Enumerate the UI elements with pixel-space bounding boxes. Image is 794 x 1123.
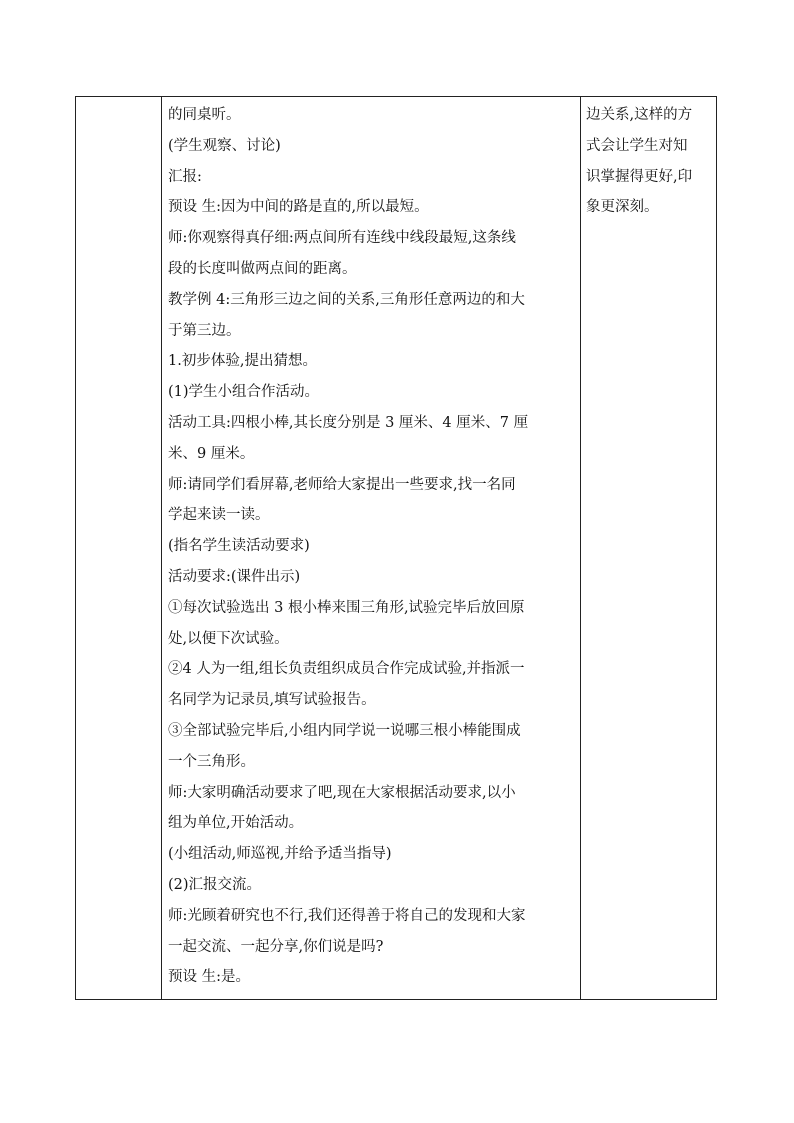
text-line: 组为单位,开始活动。: [168, 815, 304, 832]
text-line: 米、9 厘米。: [168, 445, 255, 462]
text-line: (1)学生小组合作活动。: [168, 384, 320, 401]
text-line: 活动要求:(课件出示): [168, 568, 301, 585]
text-line: 活动工具:四根小棒,其长度分别是 3 厘米、4 厘米、7 厘: [168, 414, 529, 431]
text-line: 师:光顾着研究也不行,我们还得善于将自己的发现和大家: [168, 907, 526, 924]
note-line: 边关系,这样的方: [586, 107, 693, 123]
note-line: 式会让学生对知: [586, 137, 688, 154]
text-line: 教学例 4:三角形三边之间的关系,三角形任意两边的和大: [168, 291, 525, 308]
text-line: 师:你观察得真仔细:两点间所有连线中线段最短,这条线: [168, 230, 516, 247]
text-line: 学起来读一读。: [168, 507, 270, 524]
text-line: 于第三边。: [168, 322, 241, 339]
text-line: (指名学生读活动要求): [168, 538, 310, 555]
text-line: (小组活动,师巡视,并给予适当指导): [168, 846, 392, 863]
text-line: 一起交流、一起分享,你们说是吗?: [168, 938, 384, 955]
column-divider-left: [161, 97, 162, 999]
teaching-process-cell: [168, 100, 576, 993]
text-line: 汇报:: [168, 168, 202, 185]
text-line: (2)汇报交流。: [168, 876, 262, 893]
text-line: 师:大家明确活动要求了吧,现在大家根据活动要求,以小: [168, 784, 516, 801]
text-line: 段的长度叫做两点间的距离。: [168, 260, 357, 277]
text-line: 预设 生:是。: [168, 969, 250, 986]
text-line: ②4 人为一组,组长负责组织成员合作完成试验,并指派一: [168, 661, 525, 678]
lesson-plan-table: [75, 96, 717, 1000]
text-line: ③全部试验完毕后,小组内同学说一说哪三根小棒能围成: [168, 722, 521, 739]
note-line: 识掌握得更好,印: [586, 168, 693, 185]
text-line: (学生观察、讨论): [168, 137, 281, 154]
note-line: 象更深刻。: [586, 199, 659, 216]
column-divider-right: [580, 97, 581, 999]
text-line: 的同桌听。: [168, 107, 241, 123]
text-line: 师:请同学们看屏幕,老师给大家提出一些要求,找一名同: [168, 476, 516, 493]
text-line: 名同学为记录员,填写试验报告。: [168, 692, 376, 709]
text-line: 处,以便下次试验。: [168, 630, 289, 647]
text-line: 1.初步体验,提出猜想。: [168, 353, 317, 370]
text-line: 一个三角形。: [168, 753, 255, 770]
design-intent-cell: [586, 100, 710, 223]
text-line: ①每次试验选出 3 根小棒来围三角形,试验完毕后放回原: [168, 599, 525, 616]
text-line: 预设 生:因为中间的路是直的,所以最短。: [168, 199, 429, 216]
